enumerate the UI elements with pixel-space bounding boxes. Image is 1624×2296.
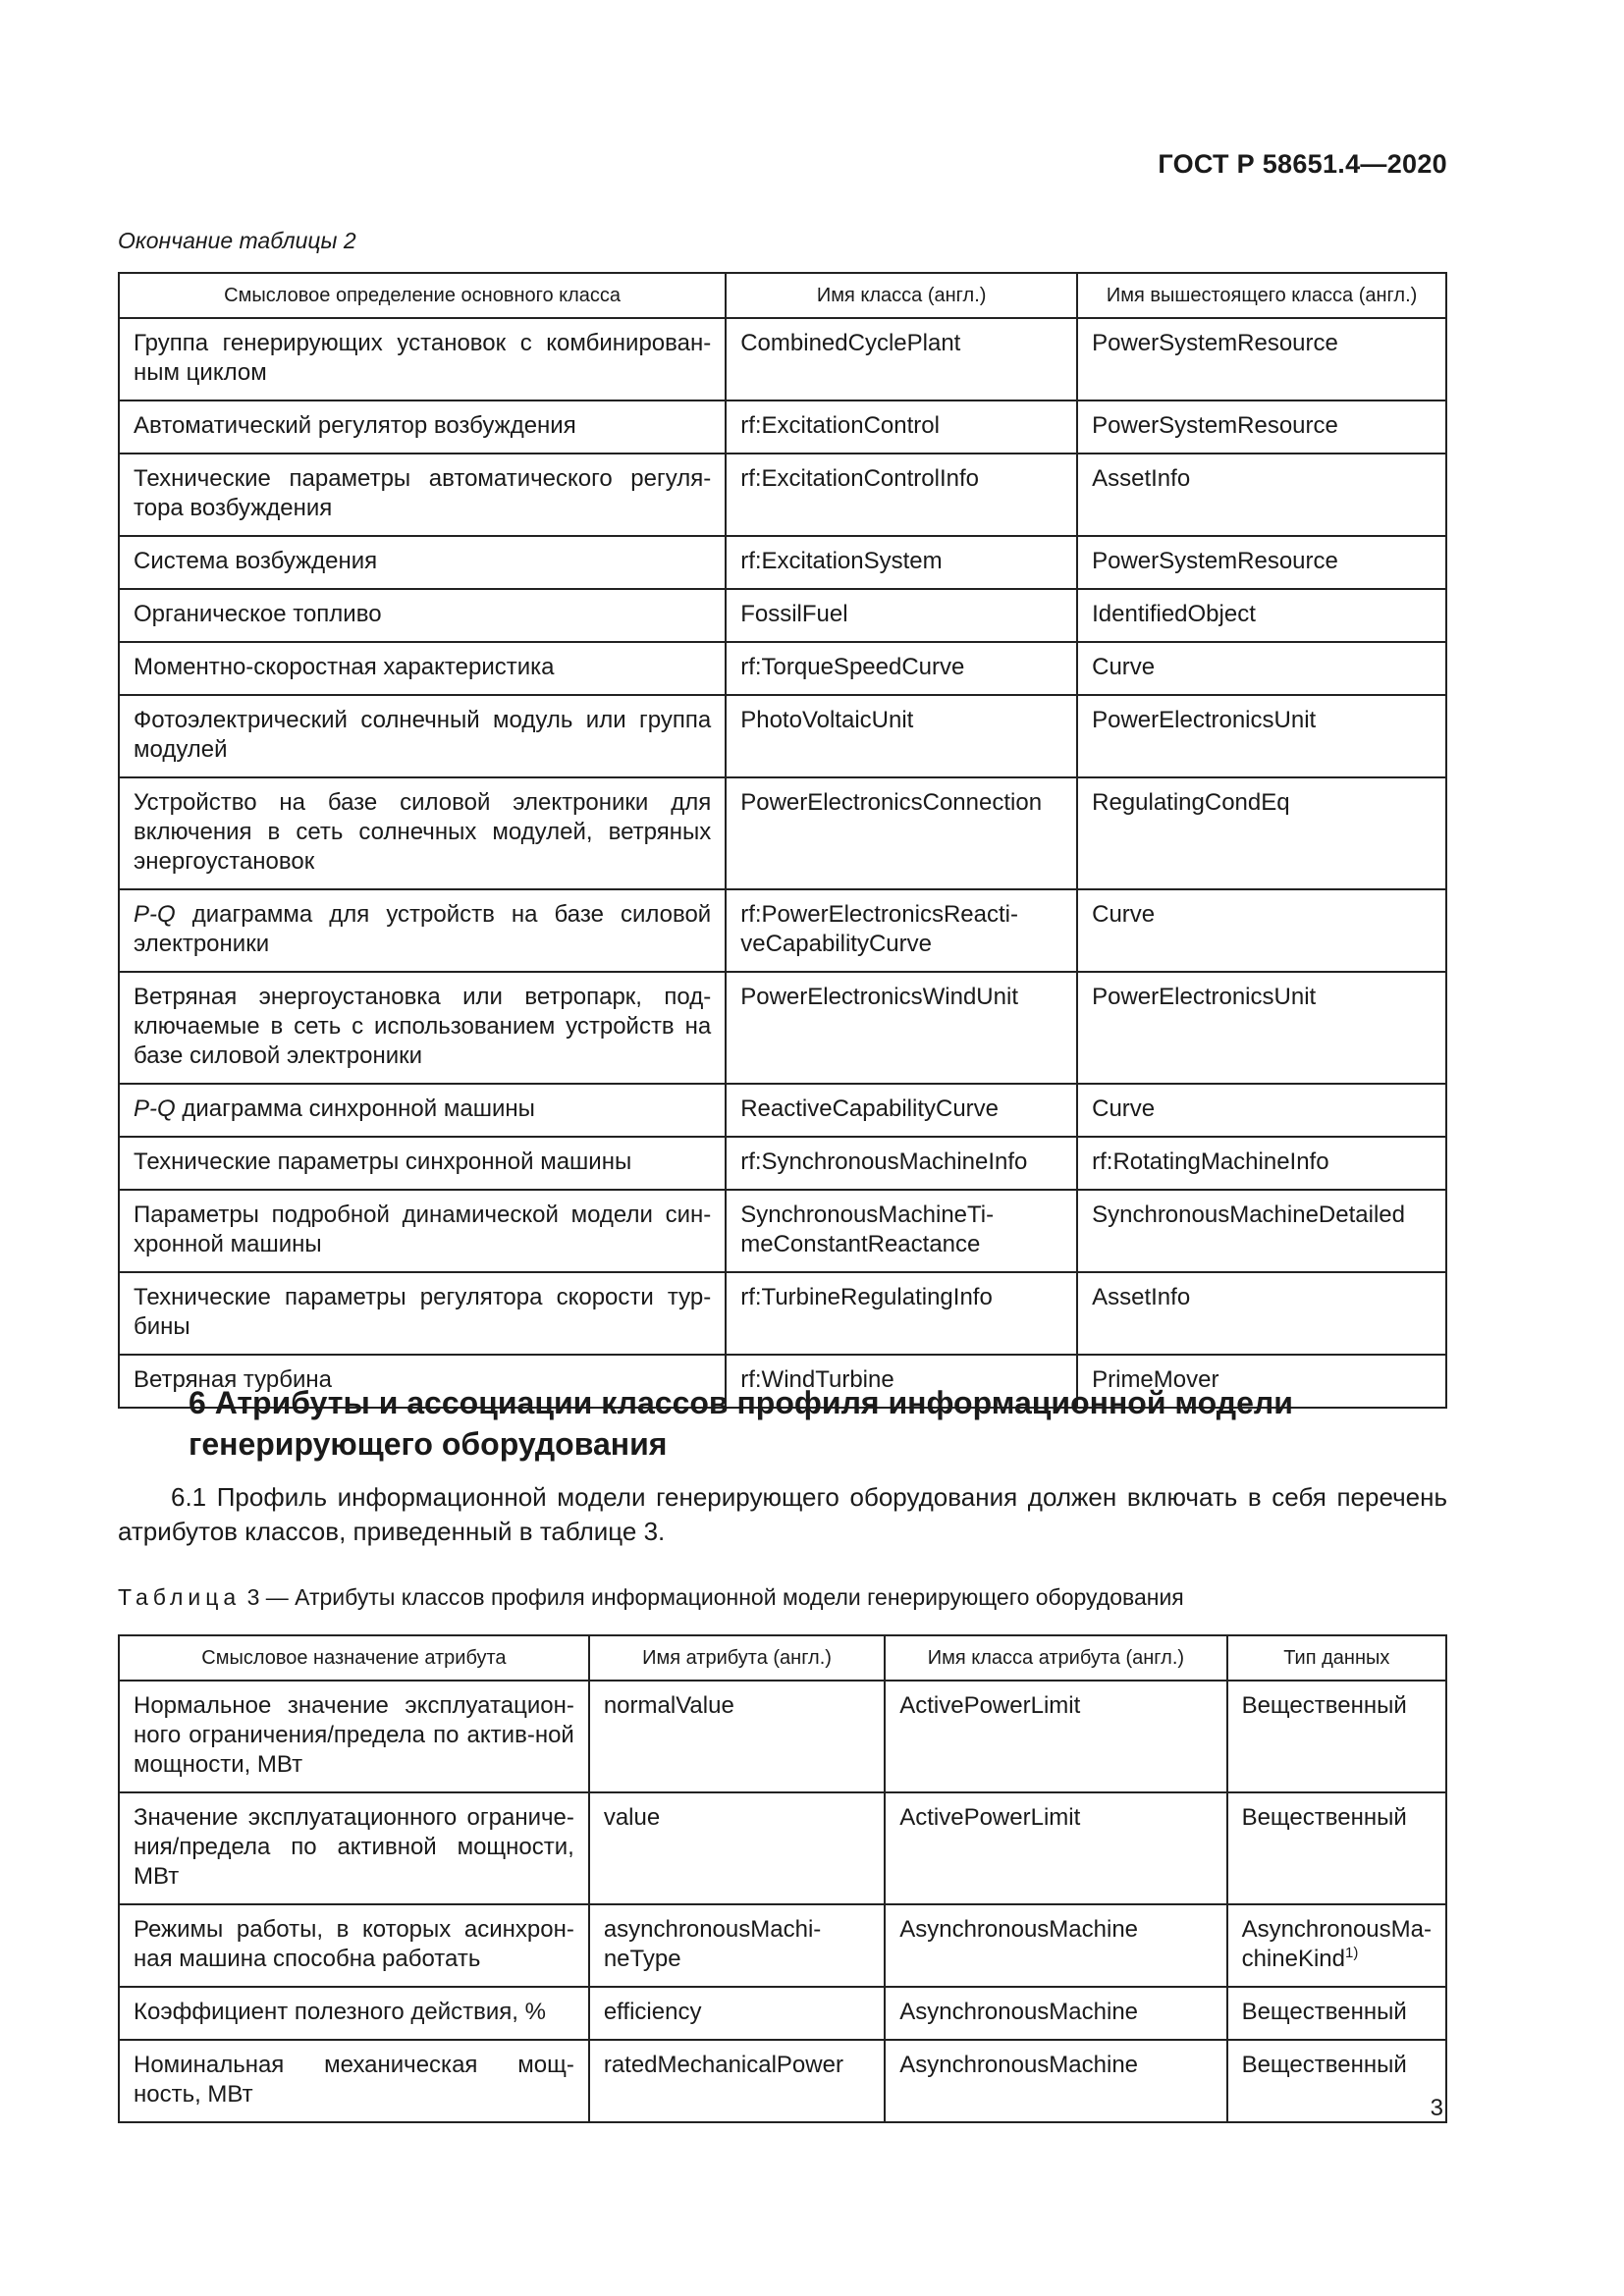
- table3-cell: Вещественный: [1227, 1681, 1446, 1792]
- table-row: [119, 1681, 1446, 1792]
- table2-cell: Curve: [1077, 642, 1446, 695]
- table2-cell: PowerElectronicsConnection: [726, 777, 1077, 889]
- table2-cell: Моментно-скоростная характеристика: [119, 642, 726, 695]
- table2-cell: PowerSystemResource: [1077, 318, 1446, 400]
- table2-cell: Система возбуждения: [119, 536, 726, 589]
- table2-cell: Curve: [1077, 1084, 1446, 1137]
- table2-cell: AssetInfo: [1077, 1272, 1446, 1355]
- table2-cell: Фотоэлектрический солнечный модуль или группа модулей: [119, 695, 726, 777]
- table-row: [119, 1190, 1446, 1272]
- table2-cell: SynchronousMachineDetailed: [1077, 1190, 1446, 1272]
- table2-cell: ReactiveCapabilityCurve: [726, 1084, 1077, 1137]
- table3-caption-label: Таблица: [118, 1584, 242, 1610]
- table2-cell: Curve: [1077, 889, 1446, 972]
- table2-header-class-name: Имя класса (англ.): [726, 273, 1077, 318]
- table2-cell: PrimeMover: [1077, 1355, 1446, 1408]
- table-row: [119, 1084, 1446, 1137]
- pq-italic: P-Q: [134, 901, 176, 928]
- pq-italic: P-Q: [134, 1095, 176, 1122]
- table3-cell: AsynchronousMa-chineKind$^{1)}$: [1227, 1904, 1446, 1987]
- table2-cell: rf:WindTurbine: [726, 1355, 1077, 1408]
- table2-cell: FossilFuel: [726, 589, 1077, 642]
- table3-cell: value: [589, 1792, 885, 1904]
- table3-cell: Значение эксплуатационного ограниче-ния/предела по активной мощности, МВт: [119, 1792, 589, 1904]
- footnote-marker: 1): [1344, 1945, 1359, 1961]
- table3-cell: efficiency: [589, 1987, 885, 2040]
- table2-cell: Технические параметры автоматического регуля-тора возбуждения: [119, 454, 726, 536]
- table2-cell: Группа генерирующих установок с комбинирован-ным циклом: [119, 318, 726, 400]
- table3-cell: normalValue: [589, 1681, 885, 1792]
- table2-cell: rf:TurbineRegulatingInfo: [726, 1272, 1077, 1355]
- table-row: [119, 1987, 1446, 2040]
- table3-header-attr-class: Имя класса атрибута (англ.): [885, 1635, 1226, 1681]
- table2-cell: RegulatingCondEq: [1077, 777, 1446, 889]
- page-number: 3: [1430, 2095, 1443, 2121]
- table3-cell: ActivePowerLimit: [885, 1792, 1226, 1904]
- table3-cell: AsynchronousMachine: [885, 1904, 1226, 1987]
- table3-cell: Номинальная механическая мощ-ность, МВт: [119, 2040, 589, 2122]
- table-row: [119, 2040, 1446, 2122]
- table-row: [119, 1137, 1446, 1190]
- table-row: [119, 972, 1446, 1084]
- table-row: [119, 1792, 1446, 1904]
- table2-cell: CombinedCyclePlant: [726, 318, 1077, 400]
- table2-cell: Автоматический регулятор возбуждения: [119, 400, 726, 454]
- table3-cell: Вещественный: [1227, 1987, 1446, 2040]
- document-header-id: ГОСТ Р 58651.4—2020: [1158, 149, 1447, 179]
- table2-cell: rf:RotatingMachineInfo: [1077, 1137, 1446, 1190]
- table2-header-row: [119, 273, 1446, 318]
- table2-cell: Органическое топливо: [119, 589, 726, 642]
- table2-cell: rf:SynchronousMachineInfo: [726, 1137, 1077, 1190]
- table2-cell: Ветряная турбина: [119, 1355, 726, 1408]
- table-row: [119, 1272, 1446, 1355]
- table2-cell: rf:ExcitationControl: [726, 400, 1077, 454]
- table2-cell: Ветряная энергоустановка или ветропарк, под-ключаемые в сеть с использованием устройств на базе силовой электроники: [119, 972, 726, 1084]
- table3-cell: AsynchronousMachine: [885, 2040, 1226, 2122]
- table2-cell: P-Q диаграмма синхронной машины: [119, 1084, 726, 1137]
- table2-continuation-caption: Окончание таблицы 2: [118, 228, 356, 253]
- table2-cell: PowerElectronicsUnit: [1077, 695, 1446, 777]
- table3-header-row: [119, 1635, 1446, 1681]
- table2-cell: AssetInfo: [1077, 454, 1446, 536]
- table-row: [119, 1904, 1446, 1987]
- table3-cell: AsynchronousMachine: [885, 1987, 1226, 2040]
- table2-cell: rf:TorqueSpeedCurve: [726, 642, 1077, 695]
- table-row: [119, 642, 1446, 695]
- table2-cell: P-Q диаграмма для устройств на базе силовой электроники: [119, 889, 726, 972]
- table2-cell: SynchronousMachineTi-meConstantReactance: [726, 1190, 1077, 1272]
- table3-cell: Нормальное значение эксплуатацион-ного ограничения/предела по актив-ной мощности, МВт: [119, 1681, 589, 1792]
- table-row: [119, 695, 1446, 777]
- section-6-title: 6 Атрибуты и ассоциации классов профиля информационной модели генерирующего оборудования: [189, 1385, 1293, 1462]
- table-row: [119, 318, 1446, 400]
- table3-cell: ActivePowerLimit: [885, 1681, 1226, 1792]
- table3-header-data-type: Тип данных: [1227, 1635, 1446, 1681]
- table3-header-attr-name: Имя атрибута (англ.): [589, 1635, 885, 1681]
- table2-header-definition: Смысловое определение основного класса: [119, 273, 726, 318]
- table3-caption: [118, 1584, 1184, 1611]
- table2: [118, 272, 1447, 1409]
- table3-caption-text: 3 — Атрибуты классов профиля информационной модели генерирующего оборудования: [241, 1584, 1184, 1610]
- table-row: [119, 536, 1446, 589]
- table2-cell: Технические параметры регулятора скорости тур-бины: [119, 1272, 726, 1355]
- table2-cell: PowerElectronicsUnit: [1077, 972, 1446, 1084]
- table2-header-parent-class: Имя вышестоящего класса (англ.): [1077, 273, 1446, 318]
- table3: [118, 1634, 1447, 2123]
- table2-cell: PowerElectronicsWindUnit: [726, 972, 1077, 1084]
- table3-header-purpose: Смысловое назначение атрибута: [119, 1635, 589, 1681]
- table2-cell: Параметры подробной динамической модели син-хронной машины: [119, 1190, 726, 1272]
- table3-cell: asynchronousMachi-neType: [589, 1904, 885, 1987]
- table2-cell: rf:ExcitationControlInfo: [726, 454, 1077, 536]
- table2-cell: PhotoVoltaicUnit: [726, 695, 1077, 777]
- table-row: [119, 889, 1446, 972]
- table3-cell: ratedMechanicalPower: [589, 2040, 885, 2122]
- table3-cell: Режимы работы, в которых асинхрон-ная машина способна работать: [119, 1904, 589, 1987]
- table2-cell: rf:ExcitationSystem: [726, 536, 1077, 589]
- table-row: [119, 589, 1446, 642]
- table-row: [119, 400, 1446, 454]
- table2-cell: Технические параметры синхронной машины: [119, 1137, 726, 1190]
- table2-cell: PowerSystemResource: [1077, 400, 1446, 454]
- table3-cell: Вещественный: [1227, 2040, 1446, 2122]
- table2-cell: PowerSystemResource: [1077, 536, 1446, 589]
- table2-cell: rf:PowerElectronicsReacti-veCapabilityCurve: [726, 889, 1077, 972]
- table-row: [119, 454, 1446, 536]
- table-row: [119, 777, 1446, 889]
- table2-cell: Устройство на базе силовой электроники для включения в сеть солнечных модулей, ветряных энергоустановок: [119, 777, 726, 889]
- table2-cell: IdentifiedObject: [1077, 589, 1446, 642]
- table3-cell: Коэффициент полезного действия, %: [119, 1987, 589, 2040]
- table3-cell: Вещественный: [1227, 1792, 1446, 1904]
- section-6-1-paragraph: 6.1 Профиль информационной модели генерирующего оборудования должен включать в себя перечень атрибутов классов, приведенный в таблице 3.: [118, 1482, 1447, 1546]
